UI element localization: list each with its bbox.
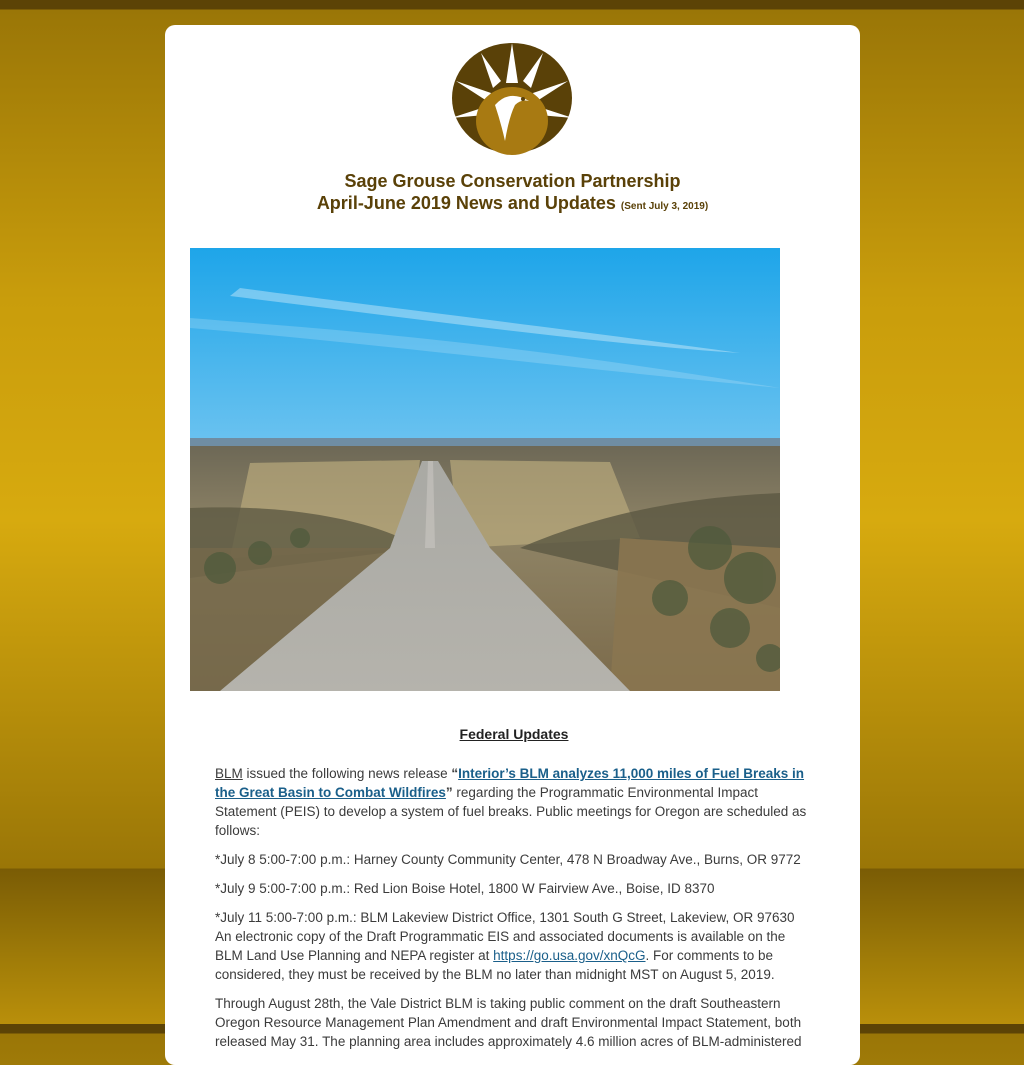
nepa-register-link[interactable]: https://go.usa.gov/xnQcG — [493, 948, 646, 963]
meeting-lakeview: *July 11 5:00-7:00 p.m.: BLM Lakeview District Office, 1301 South G Street, Lakeview, OR 97630 — [215, 910, 795, 925]
newsletter-card — [165, 25, 860, 1065]
eis-copy-text-2: . For comments to be considered, they must be received by the BLM no later than midnight MST on August 5, 2019. — [215, 948, 775, 982]
sent-date-note: (Sent July 3, 2019) — [620, 201, 709, 212]
vale-district-paragraph: Through August 28th, the Vale District BLM is taking public comment on the draft Southeastern Oregon Resource Management Plan Amendment and draft Environmental Impact Statement, both released May 31. The planning area includes approximately 4.6 million acres of BLM-administered — [215, 996, 802, 1049]
meeting-burns: *July 8 5:00-7:00 p.m.: Harney County Community Center, 478 N Broadway Ave., Burns, OR 9772 — [215, 852, 801, 867]
intro-text-1: issued the following news release — [242, 766, 452, 781]
content-body — [215, 725, 813, 1061]
eis-copy-paragraph — [215, 927, 813, 984]
federal-updates-heading: Federal Updates — [459, 726, 569, 742]
blm-abbreviation: BLM — [215, 766, 243, 781]
news-release-paragraph — [215, 764, 813, 840]
open-quote: “ — [451, 766, 459, 781]
organization-title: Sage Grouse Conservation Partnership — [344, 171, 681, 191]
sun-bird-logo-icon — [451, 43, 573, 155]
intro-text-2: regarding the Programmatic Environmental Impact Statement (PEIS) to develop a system of fuel breaks. Public meetings for Oregon are scheduled as follows: — [215, 785, 807, 838]
eis-copy-text-1: An electronic copy of the Draft Programmatic EIS and associated documents is available on the BLM Land Use Planning and NEPA register at — [215, 929, 786, 963]
meeting-boise: *July 9 5:00-7:00 p.m.: Red Lion Boise Hotel, 1800 W Fairview Ave., Boise, ID 8370 — [215, 881, 715, 896]
close-quote: ” — [445, 785, 453, 800]
gravel-road-photo — [190, 248, 780, 691]
news-release-link[interactable]: Interior’s BLM analyzes 11,000 miles of Fuel Breaks in the Great Basin to Combat Wildfires — [215, 766, 805, 800]
newsletter-title — [165, 192, 860, 218]
newsletter-title-text: April-June 2019 News and Updates — [316, 193, 616, 213]
header-photo — [190, 248, 780, 691]
